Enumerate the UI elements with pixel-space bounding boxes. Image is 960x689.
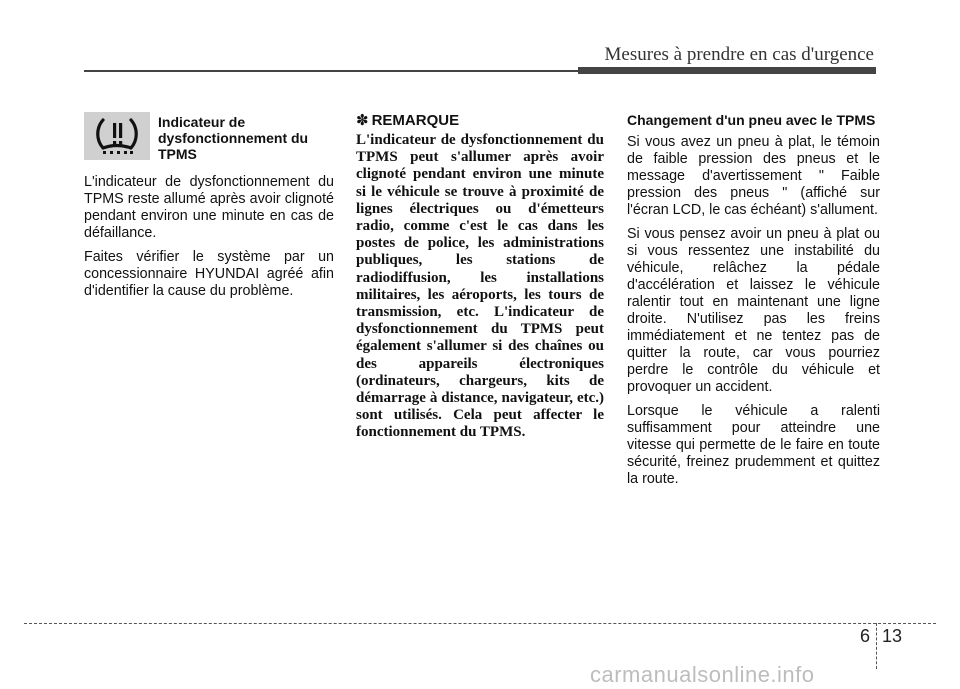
section-heading: Changement d'un pneu avec le TPMS <box>627 112 876 128</box>
header-rule-accent <box>578 67 876 74</box>
note-title-text: REMARQUE <box>371 112 460 129</box>
paragraph: L'indicateur de dysfonctionnement du TPMS reste allumé après avoir clignoté pendant environ une minute en cas de défaillance. <box>84 174 334 241</box>
page-number-separator <box>876 623 877 669</box>
column-middle <box>356 112 604 442</box>
page-header-title: Mesures à prendre en cas d'urgence <box>604 44 874 65</box>
note-title <box>356 112 604 130</box>
column-left <box>84 112 334 307</box>
paragraph: Si vous avez un pneu à plat, le témoin de faible pression des pneus et le message d'avertissement " Faible pression des pneus " (affiché sur l'écran LCD, le cas échéant) s'allument. <box>627 134 880 218</box>
tpms-malfunction-heading: Indicateur de dysfonctionnement du TPMS <box>158 114 309 162</box>
paragraph: Faites vérifier le système par un concessionnaire HYUNDAI agréé afin d'identifier la cause du problème. <box>84 249 334 299</box>
paragraph: Si vous pensez avoir un pneu à plat ou si vous ressentez une instabilité du véhicule, relâchez la pédale d'accélération et laissez le véhicule ralentir tout en maintenant une ligne droite. N'utilisez pas les freins immédiatement et ne tentez pas de quitter la route, car vous pourriez perdre le contrôle du véhicule et provoquer un accident. <box>627 226 880 395</box>
tpms-malfunction-row <box>84 112 334 162</box>
footer-rule <box>24 623 936 624</box>
page-number: 13 <box>882 626 903 646</box>
chapter-number: 6 <box>859 626 870 646</box>
header-rule <box>84 70 578 72</box>
paragraph: Lorsque le véhicule a ralenti suffisamment pour atteindre une vitesse qui permette de le faire en toute sécurité, freinez prudemment et quittez la route. <box>627 403 880 487</box>
note-text: L'indicateur de dysfonctionnement du TPMS peut s'allumer après avoir clignoté pendant environ une minute si le véhicule se trouve à proximité de lignes électriques ou d'émetteurs radio, comme c'est le cas dans les postes de police, les administrations publiques, les stations de radiodiffusion, les installations militaires, les aéroports, les tours de transmission, etc. L'indicateur de dysfonctionnement du TPMS peut également s'allumer si des chaînes ou des appareils électroniques (ordinateurs, chargeurs, kits de démarrage à distance, navigateur, etc.) sont utilisés. Cela peut affecter le fonctionnement du TPMS. <box>356 132 604 441</box>
column-right <box>627 112 880 495</box>
watermark: carmanualsonline.info <box>590 662 815 687</box>
tpms-warning-icon <box>84 112 150 160</box>
note-star-icon: ✽ <box>356 112 369 129</box>
